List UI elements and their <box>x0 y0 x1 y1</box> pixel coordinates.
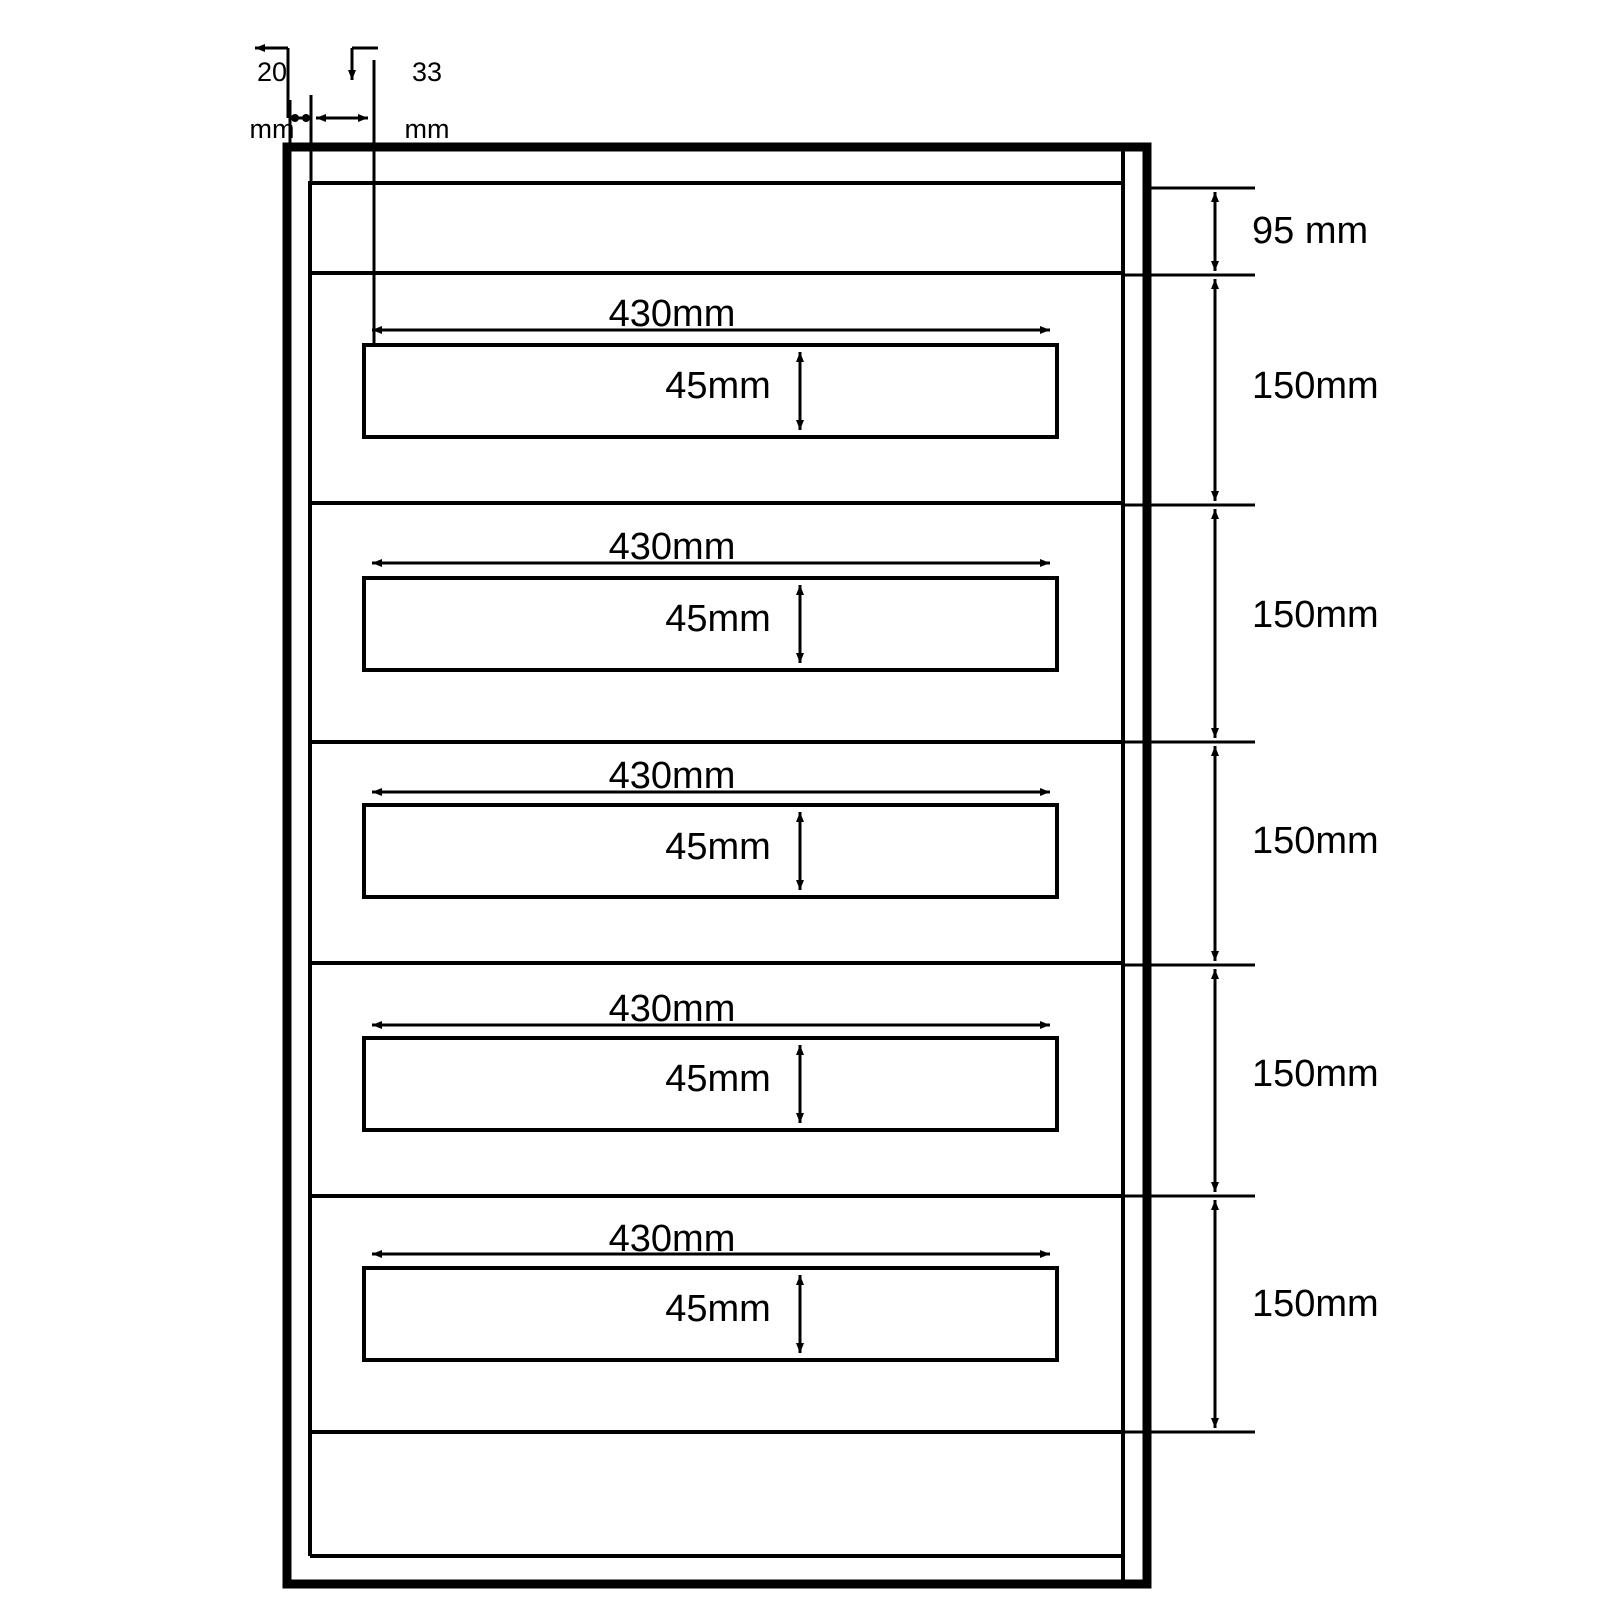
slot-height-label-5: 45mm <box>665 1288 771 1330</box>
slot-width-label-3: 430mm <box>608 755 736 797</box>
dimension-unit: mm <box>404 114 450 145</box>
slot-width-label-5: 430mm <box>608 1218 736 1260</box>
dimension-label-right-2: 150mm <box>1252 365 1379 407</box>
dimension-unit: mm <box>249 114 295 145</box>
dimension-label-33mm <box>375 30 450 172</box>
dimension-value: 33 <box>411 57 443 88</box>
dimension-label-right-6: 150mm <box>1252 1283 1379 1325</box>
slot-height-label-1: 45mm <box>665 365 771 407</box>
dimension-label-right-3: 150mm <box>1252 594 1379 636</box>
dimension-label-right-5: 150mm <box>1252 1053 1379 1095</box>
dimension-value: 20 <box>256 57 288 88</box>
slot-width-label-2: 430mm <box>608 526 736 568</box>
dimension-label-right-1: 95 mm <box>1252 210 1369 252</box>
slot-width-label-1: 430mm <box>608 293 736 335</box>
slot-height-label-4: 45mm <box>665 1058 771 1100</box>
dimension-label-right-4: 150mm <box>1252 820 1379 862</box>
dimension-label-20mm <box>220 30 295 172</box>
slot-width-label-4: 430mm <box>608 988 736 1030</box>
slot-height-label-2: 45mm <box>665 598 771 640</box>
slot-height-label-3: 45mm <box>665 826 771 868</box>
